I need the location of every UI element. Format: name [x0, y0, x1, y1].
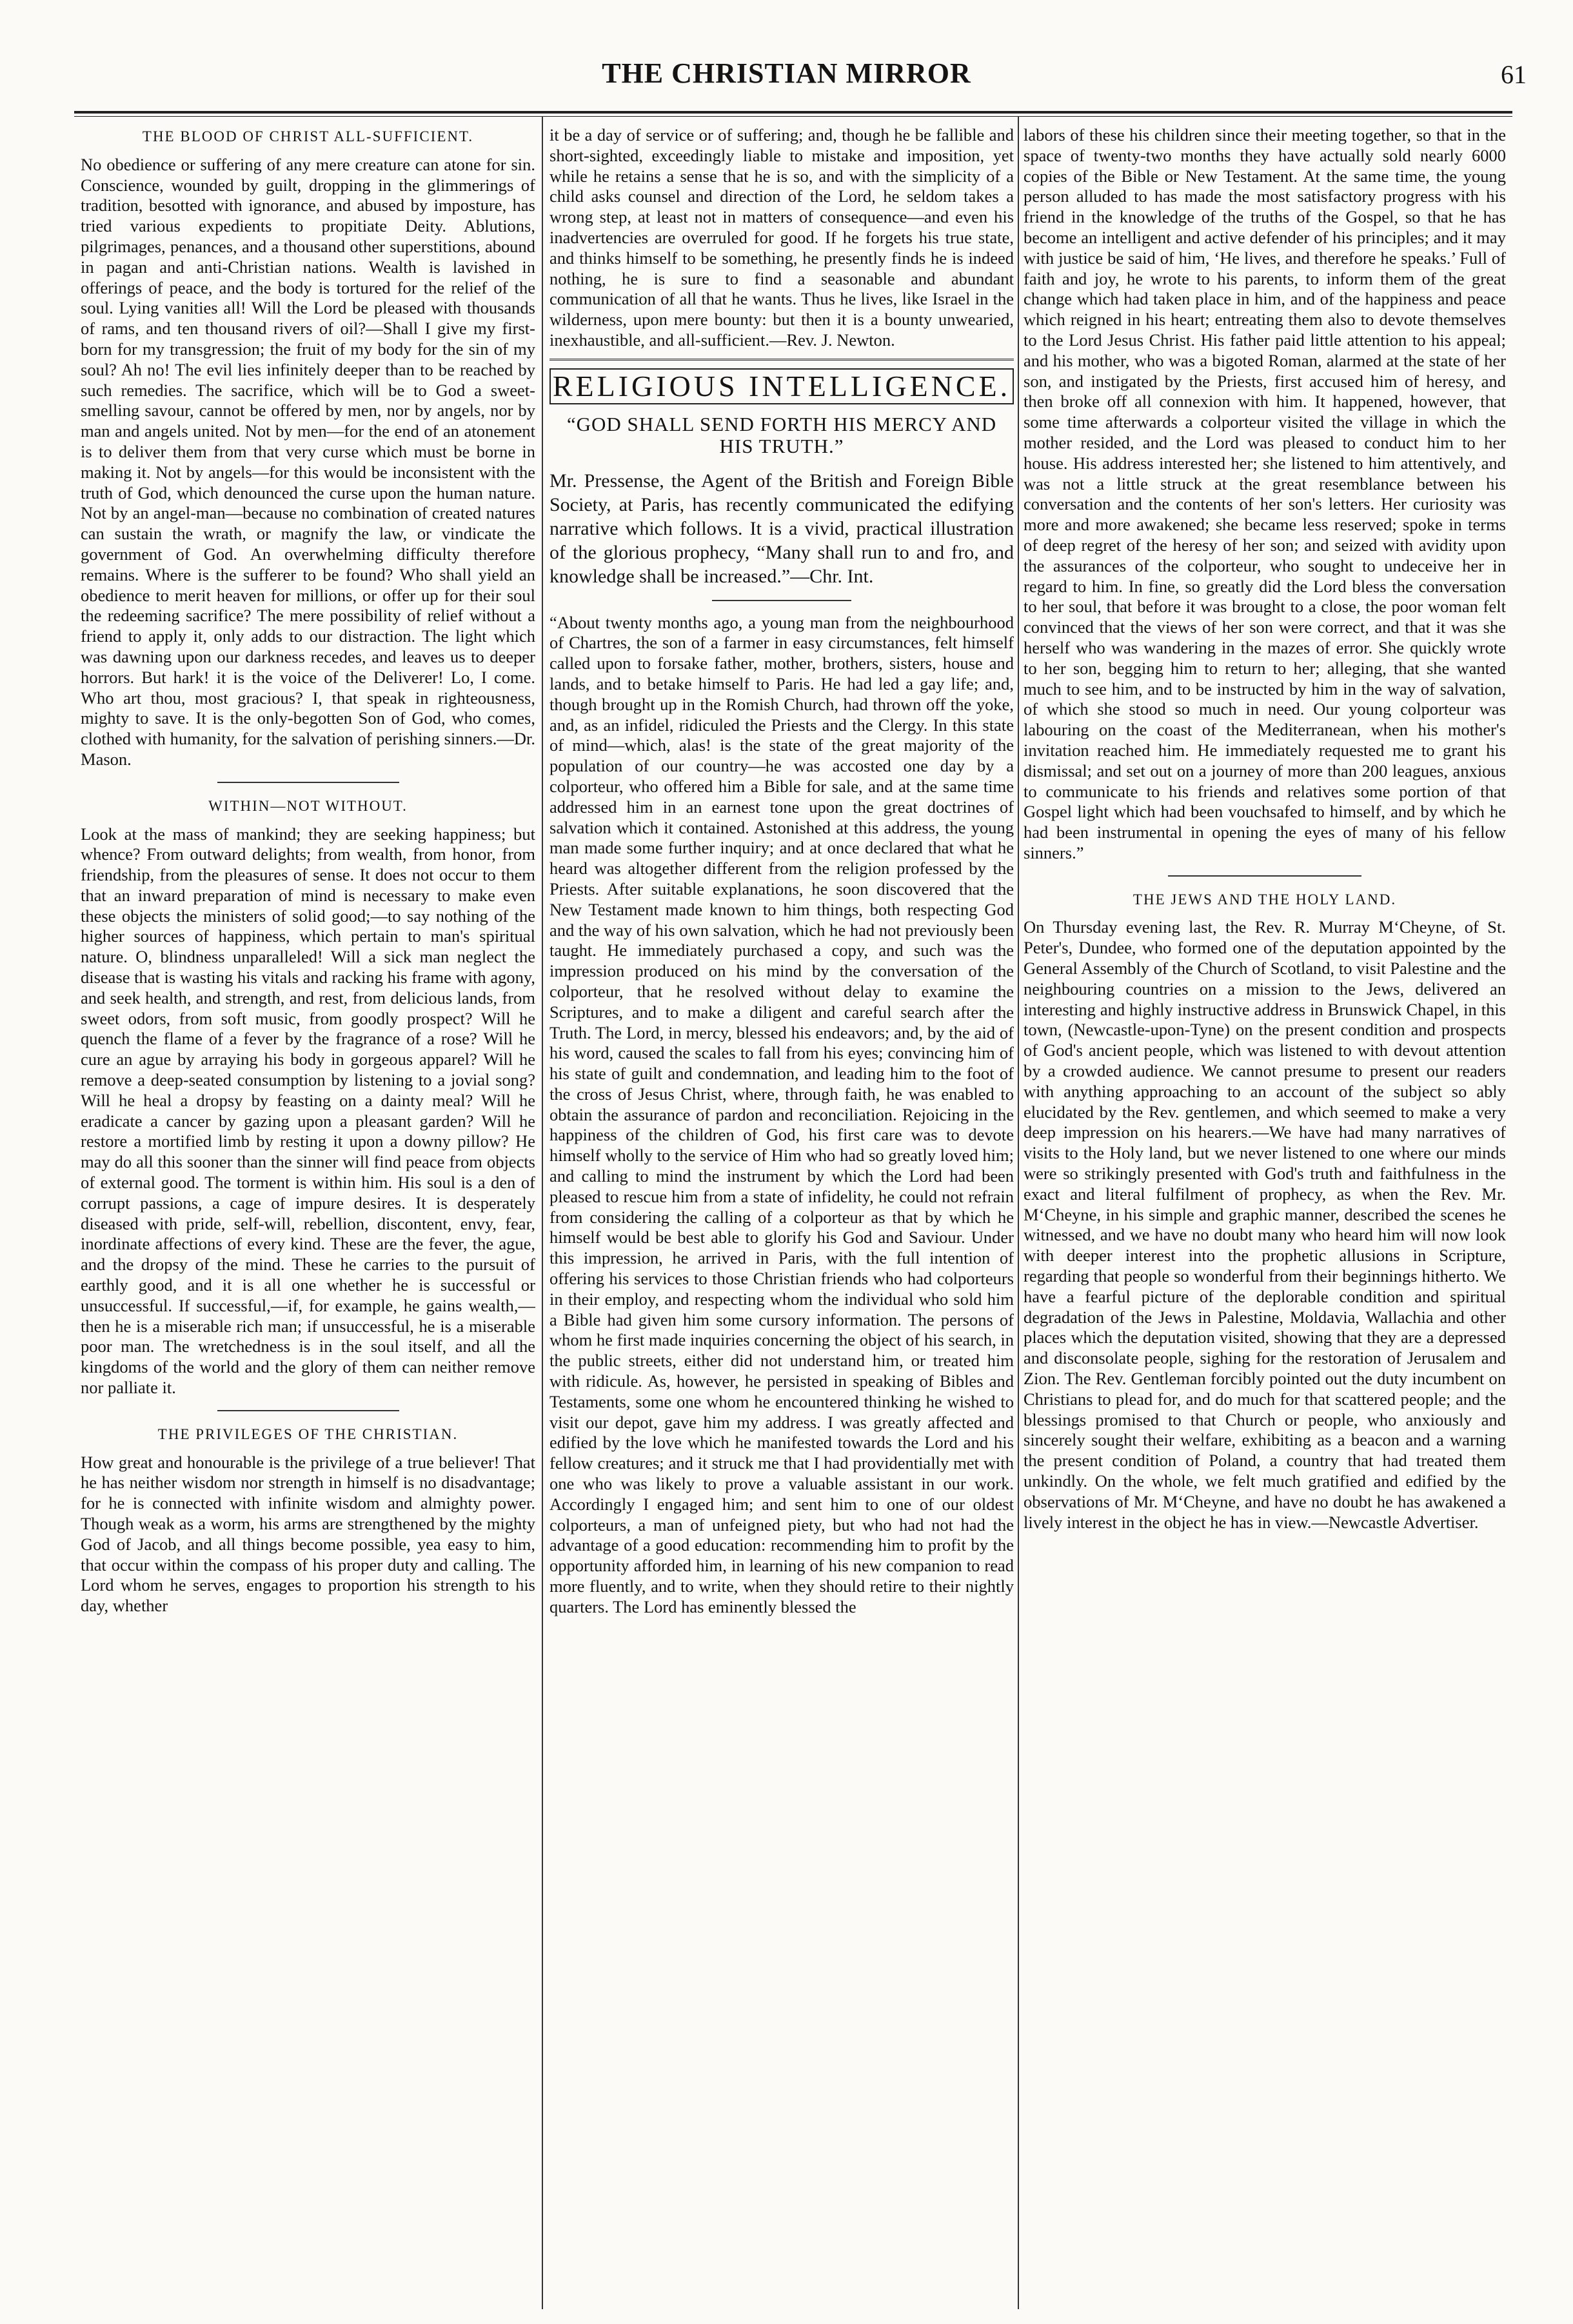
article-heading: THE PRIVILEGES OF THE CHRISTIAN.: [157, 1425, 459, 1442]
header-rule: [74, 111, 1512, 114]
section-divider: [549, 359, 1014, 361]
article-body: No obedience or suffering of any mere creature can atone for sin. Conscience, wounded by guilt, dropping in the glimmerings of tradition, besotted with ignorance, and abused by imposture, has tried various expedients to propitiate Deity. Ablutions, pilgrimages, penances, and a thousand other superstitions, abound in pagan and anti-Christian nations. Wealth is lavished in offerings of peace, and the body is tortured for the relief of the soul. Lying vanities all! Will the Lord be pleased with thousands of rams, and ten thousand rivers of oil?—Shall I give my first-born for my transgression; the fruit of my body for the sin of my soul? Ah no! The evil lies infinitely deeper than to be reached by such remedies. The sacrifice, which will be to God a sweet-smelling savour, cannot be offered by men, nor by angels, nor by man and angels united. Not by men—for the end of an atonement is to deliver them from that very curse which must be borne in making it. Not by angels—for this would be inconsistent with the truth of God, which denounced the curse upon the human nature. Not by an angel-man—because no combination of created natures can sustain the wrath, or magnify the law, or vindicate the government of God. An overwhelming difficulty therefore remains. Where is the sufferer to be found? Who shall yield an obedience to merit heaven for millions, or offer up for their soul the redeeming sacrifice? The mere possibility of relief without a friend to apply it, only adds to our distraction. The light which was dawning upon our darkness recedes, and leaves us to deeper horrors. But hark! it is the voice of the Deliverer! Lo, I come. Who art thou, most gracious? I, that speak in righteousness, mighty to save. It is the only-begotten Son of God, who comes, clothed with humanity, for the salvation of perishing sinners.—Dr. Mason.: [81, 154, 535, 769]
article-heading: THE BLOOD OF CHRIST ALL-SUFFICIENT.: [142, 128, 474, 144]
column-divider: [1018, 116, 1019, 2309]
article-body: labors of these his children since their meeting together, so that in the space of twenty-two months they have actually sold nearly 6000 copies of the Bible or New Testament. At the same time, the young person alluded to has made the most satisfactory progress with his friend in the knowledge of the truths of the Gospel, so that he has become an intelligent and active defender of his principles; and it may with justice be said of him, ‘He lives, and therefore he speaks.’ Full of faith and joy, he wrote to his parents, to inform them of the great change which had taken place in him, and of the happiness and peace which reigned in his heart; entreating them also to devote themselves to the Lord Jesus Christ. His father paid little attention to his appeal; and his mother, who was a bigoted Roman, alarmed at the state of her son, and instigated by the Priests, first accused him of heresy, and then broke off all connexion with him. It happened, however, that some time afterwards a colporteur visited the village in which the mother resided, and the Lord was pleased to conduct him to her house. His address interested her; she listened to him attentively, and was not a little struck at the great resemblance between his conversation and the contents of her son's letters. Her curiosity was more and more awakened; she became less reserved; spoke in terms of deep regret of the heresy of her son; and seized with avidity upon the assurances of the colporteur, who sought to undeceive her in regard to him. In fine, so greatly did the Lord bless the conversation to her soul, that before it was brought to a close, the poor woman felt convinced that the views of her son were correct, and that it was she herself who was wandering in the mazes of error. She quickly wrote to her son, begging him to return to her; alleging, that she wanted much to see him, and to be instructed by him in the way of salvation, of which she stood so much in need. Our young colporteur was labouring on the coast of the Mediterranean, when his mother's invitation reached him. He immediately requested me to grant his dismissal; and set out on a journey of more than 200 leagues, anxious to communicate to his friends and relatives some portion of that Gospel light which had been vouchsafed to himself, and by which he had been instrumental in opening the eyes of many of his fellow sinners.”: [1024, 125, 1506, 862]
article-body: On Thursday evening last, the Rev. R. Murray M‘Cheyne, of St. Peter's, Dundee, who formed one of the deputation appointed by the General Assembly of the Church of Scotland, to visit Palestine and the neighbouring countries on a mission to the Jews, delivered an interesting and highly instructive address in Brunswick Chapel, in this town, (Newcastle-upon-Tyne) on the present condition and prospects of God's ancient people, which was listened to with devout attention by a crowded audience. We cannot presume to present our readers with anything approaching to an account of the subject so ably elucidated by the Rev. gentlemen, and which seemed to make a very deep impression on his hearers.—We have had many narratives of visits to the Holy land, but we never listened to one where our minds were so strikingly presented with God's truth and faithfulness in the exact and literal fulfilment of prophecy, as when the Rev. Mr. M‘Cheyne, in his simple and graphic manner, described the scenes he witnessed, and we have no doubt many who heard him will now look with deeper interest into the prophetic allusions in Scripture, regarding that people so wonderful from their beginnings hitherto. We have a fearful picture of the deplorable condition and spiritual degradation of the Jews in Palestine, Moldavia, Wallachia and other places which the deputation visited, showing that they are a depressed and disconsolate people, sighing for the restoration of Jerusalem and Zion. The Rev. Gentleman forcibly pointed out the duty incumbent on Christians to plead for, and do much for that scattered people; and the blessings promised to that Church or people, who anxiously and sincerely sought their welfare, exhibiting as a beacon and a warning the present condition of Poland, a country that had treated them unkindly. On the whole, we felt much gratified and edified by the observations of Mr. M‘Cheyne, and have no doubt he has awakened a lively interest in the object he has in view.—Newcastle Advertiser.: [1024, 917, 1506, 1532]
article-body: “About twenty months ago, a young man from the neighbourhood of Chartres, the son of a farmer in easy circumstances, felt himself called upon to forsake father, mother, brothers, sisters, house and lands, and to betake himself to Paris. He had led a gay life; and, though brought up in the Romish Church, had thrown off the yoke, and, as an infidel, ridiculed the Priests and the Clergy. In this state of mind—which, alas! is the state of the great majority of the population of our country—he was accosted one day by a colporteur, who offered him a Bible for sale, and at the same time addressed him in an earnest tone upon the great doctrines of salvation which it contained. Astonished at this address, the young man made some further inquiry; and at once declared that what he heard was altogether different from the religion professed by the Priests. After suitable explanations, he soon discovered that the New Testament made known to him things, both respecting God and the way of his own salvation, which he had not previously been taught. He immediately purchased a copy, and such was the impression produced on his mind by the conversation of the colporteur, that he resolved without delay to examine the Scriptures, and to make a diligent and careful search after the Truth. The Lord, in mercy, blessed his endeavors; and, by the aid of his word, caused the scales to fall from his eyes; convincing him of his state of guilt and condemnation, and leading him to the foot of the cross of Jesus Christ, where, through faith, he was enabled to obtain the assurance of pardon and reconciliation. Rejoicing in the happiness of the children of God, his first care was to devote himself wholly to the service of Him who had so greatly loved him; and calling to mind the instrument by which the Lord had been pleased to rescue him from a state of infidelity, he could not refrain from considering the calling of a colporteur as that by which he himself would be best able to glorify his God and Saviour. Under this impression, he arrived in Paris, with the full intention of offering his services to those Christian friends who had colporteurs in their employ, and respecting whom the individual who sold him a Bible had given him some cursory information. The persons of whom he first made inquiries concerning the object of his search, in the public streets, either did not understand him, or treated him with ridicule. As, however, he persisted in speaking of Bibles and Testaments, some one whom he encountered thinking he wished to visit our depot, gave him my address. I was greatly affected and edified by the love which he manifested towards the Lord and his fellow creatures; and it struck me that I had providentially met with one who was likely to prove a valuable assistant in our work. Accordingly I engaged him; and sent him to one of our oldest colporteurs, a man of unfeigned piety, but who had not had the advantage of a good education: recommending him to profit by the opportunity afforded him, in learning of his new companion to read more fluently, and to write, when they should retire to their nightly quarters. The Lord has eminently blessed the: [549, 612, 1014, 1616]
header-rule-thin: [74, 116, 1512, 117]
running-title: THE CHRISTIAN MIRROR: [602, 57, 971, 89]
section-divider: [217, 1410, 399, 1411]
page-number: 61: [1501, 60, 1527, 89]
section-heading: RELIGIOUS INTELLIGENCE.: [549, 368, 1014, 404]
section-divider: [712, 600, 851, 601]
column-divider: [542, 116, 543, 2309]
article-heading: THE JEWS AND THE HOLY LAND.: [1133, 891, 1397, 908]
section-divider: [217, 782, 399, 783]
article-body: Look at the mass of mankind; they are seeking happiness; but whence? From outward delights; from wealth, from honor, from friendship, from the pleasures of sense. It does not occur to them that an inward preparation of mind is necessary to make even these objects the ministers of solid good;—to say nothing of the higher sources of happiness, which pertain to man's spiritual nature. O, blindness unparalleled! Will a sick man neglect the disease that is wasting his vitals and racking his frame with agony, and seek health, and strength, and rest, from delicious lands, from sweet odors, from soft music, from goodly prospect? Will he quench the flame of a fever by the fragrance of a rose? Will he cure an ague by arraying his body in gorgeous apparel? Will he remove a deep-seated consumption by listening to a jovial song? Will he heal a dropsy by feasting on a dainty meal? Will he eradicate a cancer by gazing upon a pleasant garden? Will he restore a mortified limb by resting it upon a downy pillow? He may do all this sooner than the sinner will find peace from objects of external good. The torment is within him. His soul is a den of corrupt passions, a cage of impure desires. It is desperately diseased with pride, self-will, rebellion, discontent, envy, fear, inordinate affections of every kind. These are the fever, the ague, and the dropsy of the mind. These he carries to the pursuit of earthly good, and it is all one whether he is successful or unsuccessful. If successful,—if, for example, he gains wealth,—then he is a miserable rich man; if unsuccessful, he is a miserable poor man. The wretchedness is in the soul itself, and all the kingdoms of the world and the glory of them can neither remove nor palliate it.: [81, 824, 535, 1398]
page-header: [0, 0, 1573, 129]
article-heading: WITHIN—NOT WITHOUT.: [208, 797, 408, 814]
column-1: [81, 123, 535, 2296]
section-divider: [1168, 875, 1361, 877]
article-body: How great and honourable is the privilege of a true believer! That he has neither wisdom nor strength in himself is no disadvantage; for he is connected with infinite wisdom and almighty power. Though weak as a worm, his arms are strengthened by the mighty God of Jacob, and all things become possible, yea easy to him, that occur within the compass of his proper duty and calling. The Lord whom he serves, engages to proportion his strength to his day, whether: [81, 1452, 535, 1616]
article-body: it be a day of service or of suffering; and, though he be fallible and short-sighted, exceedingly liable to mistake and imposition, yet while he retains a sense that he is so, and with the simplicity of a child asks counsel and direction of the Lord, he seldom takes a wrong step, at least not in matters of consequence—and even his inadvertencies are overruled for good. If he forgets his true state, and thinks himself to be something, he presently finds he is indeed nothing, he is sure to find a seasonable and abundant communication of all that he wants. Thus he lives, like Israel in the wilderness, upon mere bounty: but then it is a bounty unwearied, inexhaustible, and all-sufficient.—Rev. J. Newton.: [549, 125, 1014, 350]
column-2: [549, 123, 1014, 2296]
article-intro: Mr. Pressense, the Agent of the British and Foreign Bible Society, at Paris, has recently communicated the edifying narrative which follows. It is a vivid, practical illustration of the glorious prophecy, “Many shall run to and fro, and knowledge shall be increased.”—Chr. Int.: [549, 470, 1014, 587]
article-heading: “GOD SHALL SEND FORTH HIS MERCY AND HIS TRUTH.”: [566, 412, 997, 457]
column-3: [1024, 123, 1506, 2296]
